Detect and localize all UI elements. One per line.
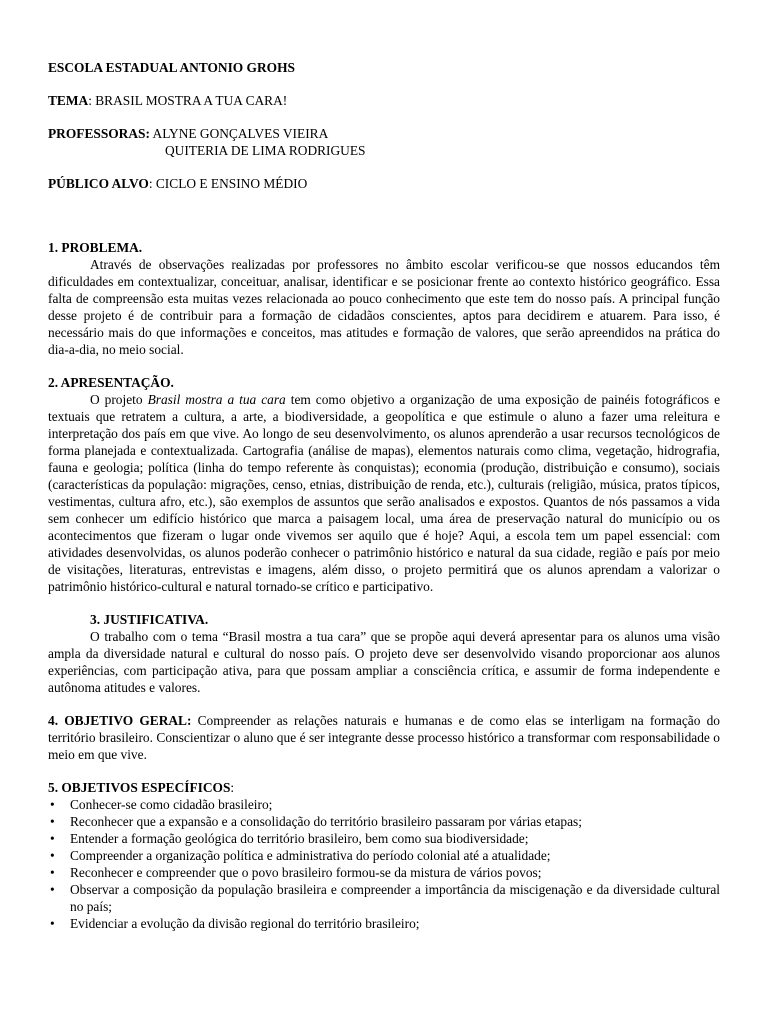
list-item: • Evidenciar a evolução da divisão regional do território brasileiro; <box>48 915 720 932</box>
section-2-text: O projeto Brasil mostra a tua cara tem como objetivo a organização de uma exposição de painéis fotográficos e textuais que retratem a cultura, a arte, a biodiversidade, a geopolítica e que estimule o aluno a fazer uma releitura e interpretação dos país em que vive. Ao longo de seu desenvolvimento, os alunos aprenderão a usar recursos tecnológicos de forma planejada e contextualizada. Cartografia (análise de mapas), elementos naturais como clima, vegetação, hidrografia, fauna e geologia; política (linha do tempo referente às conquistas); economia (produção, distribuição e consumo), sociais (características da população: migrações, censo, etnias, distribuição de renda, etc.), culturais (religião, música, pratos típicos, vestimentas, cultura afro, etc.), são exemplos de assuntos que serão analisados e expostos. Quantos de nós passamos a vida sem conhecer um edifício histórico que marca a paisagem local, uma área de preservação natural do município ou os acontecimentos que fizeram o lugar onde vivemos ser aquilo que é hoje? Aqui, a escola tem um papel essencial: com atividades desenvolvidas, os alunos poderão conhecer o patrimônio histórico e natural da sua cidade, região e país por meio de visitações, literaturas, entrevistas e imagens, além disso, o projeto permitirá que os alunos aprendam a valorizar o patrimônio histórico-cultural e natural tornado-se crítico e participativo. <box>48 392 721 594</box>
tema-label: TEMA <box>48 93 89 108</box>
list-item: • Reconhecer e compreender que o povo brasileiro formou-se da mistura de vários povos; <box>48 864 720 881</box>
list-item: • Reconhecer que a expansão e a consolidação do território brasileiro passaram por várias etapas; <box>48 813 720 830</box>
professoras-line <box>48 125 720 142</box>
professora-2: QUITERIA DE LIMA RODRIGUES <box>165 143 366 158</box>
section-1-title: 1. PROBLEMA. <box>48 240 143 255</box>
list-item: • Entender a formação geológica do território brasileiro, bem como sua biodiversidade; <box>48 830 720 847</box>
section-4 <box>48 712 720 763</box>
section-3-text: O trabalho com o tema “Brasil mostra a tua cara” que se propõe aqui deverá apresentar para os alunos uma visão ampla da diversidade natural e cultural do nosso país. O projeto deve ser desenvolvido visando proporcionar aos alunos experiências, com participação ativa, para que possam ampliar a consciência crítica, e assumir de forma independente e autônoma atitudes e valores. <box>48 629 720 695</box>
professora-1: ALYNE GONÇALVES VIEIRA <box>149 126 329 141</box>
section-4-title: 4. OBJETIVO GERAL: <box>48 713 192 728</box>
school-name: ESCOLA ESTADUAL ANTONIO GROHS <box>48 60 295 75</box>
publico-label: PÚBLICO ALVO <box>48 176 149 191</box>
tema-line <box>48 92 720 109</box>
section-4-text: Compreender as relações naturais e humanas e de como elas se interligam na formação do território brasileiro. Conscientizar o aluno que é ser integrante desse processo histórico a transformar com responsabilidade o meio em que vive. <box>48 713 720 762</box>
section-1-text: Através de observações realizadas por professores no âmbito escolar verificou-se que nossos educandos têm dificuldades em contextualizar, conceituar, analisar, identificar e se posicionar frente ao contexto histórico geográfico. Essa falta de compreensão esta muitas vezes relacionada ao pouco conhecimento que este tem do nosso país. A principal função desse projeto é de contribuir para a formação de cidadãos conscientes, aptos para decidirem e atuarem. Para isso, é necessário mais do que informações e conceitos, mas atitudes e formação de valores, que serão apreendidos na prática do dia-a-dia, no meio social. <box>48 257 720 357</box>
section-3-title: 3. JUSTIFICATIVA. <box>90 612 209 627</box>
professoras-label: PROFESSORAS: <box>48 126 150 141</box>
section-5-title: 5. OBJETIVOS ESPECÍFICOS: <box>48 780 235 795</box>
list-item: • Conhecer-se como cidadão brasileiro; <box>48 796 720 813</box>
publico-alvo-line <box>48 175 720 192</box>
objectives-list <box>48 796 720 932</box>
project-name: Brasil mostra a tua cara <box>147 392 286 407</box>
list-item: • Compreender a organização política e administrativa do período colonial até a atualidade; <box>48 847 720 864</box>
section-2-title: 2. APRESENTAÇÃO. <box>48 375 174 390</box>
publico-value: : CICLO E ENSINO MÉDIO <box>148 176 308 191</box>
list-item: • Observar a composição da população brasileira e compreender a importância da miscigenação e da diversidade cultural no país; <box>48 881 720 915</box>
tema-value: : BRASIL MOSTRA A TUA CARA! <box>88 93 288 108</box>
